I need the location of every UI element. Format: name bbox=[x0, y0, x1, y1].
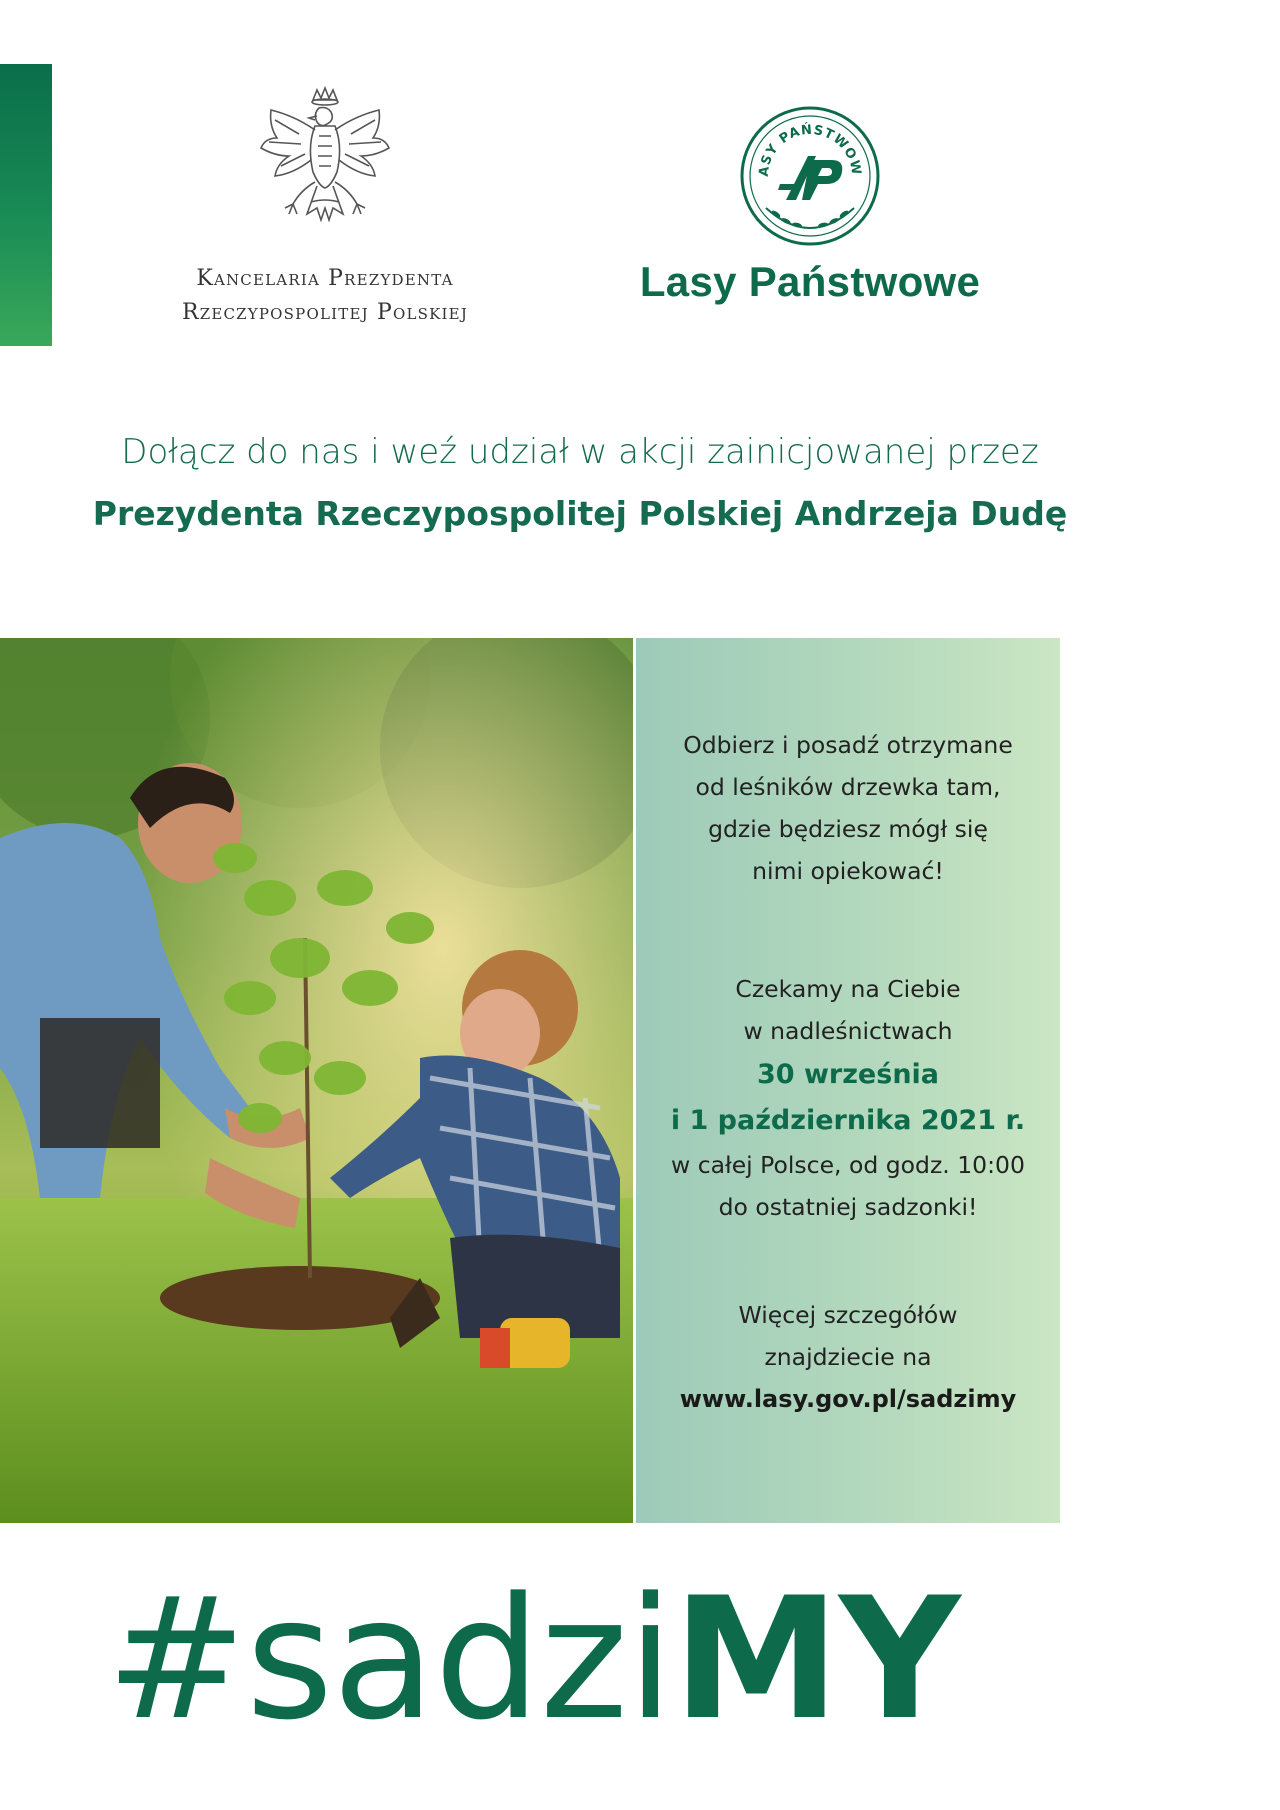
panel-p4-line1: Więcej szczegółów bbox=[738, 1301, 958, 1329]
details-url-link[interactable]: www.lasy.gov.pl/sadzimy bbox=[679, 1385, 1017, 1413]
kpr-name-line1: Kancelaria Prezydenta bbox=[196, 266, 454, 291]
panel-p1-line4: nimi opiekować! bbox=[752, 857, 944, 885]
intro-line-2: Prezydenta Rzeczypospolitej Polskiej Andrzeja Dudę bbox=[92, 494, 1068, 533]
tree-planting-illustration bbox=[0, 638, 633, 1523]
hashtag-suffix: MY bbox=[672, 1561, 960, 1757]
panel-p4-line2: znajdziecie na bbox=[764, 1343, 932, 1371]
green-accent-strip bbox=[0, 64, 52, 346]
tree-planting-photo bbox=[0, 638, 633, 1523]
panel-p1-line1: Odbierz i posadź otrzymane bbox=[683, 731, 1013, 759]
panel-p3-line1: w całej Polsce, od godz. 10:00 bbox=[671, 1151, 1025, 1179]
panel-p1-line3: gdzie będziesz mógł się bbox=[708, 815, 988, 843]
kpr-logo-block bbox=[150, 86, 500, 330]
intro-line-1: Dołącz do nas i weź udział w akcji zainicjowanej przez bbox=[121, 432, 1039, 472]
kpr-name bbox=[150, 262, 500, 330]
panel-p2-line1: Czekamy na Ciebie bbox=[735, 975, 961, 1003]
panel-date-line1: 30 września bbox=[756, 1059, 940, 1090]
hashtag-prefix: #sadzi bbox=[106, 1561, 673, 1757]
polish-eagle-emblem-icon bbox=[255, 86, 395, 236]
panel-date-line2: i 1 października 2021 r. bbox=[670, 1105, 1026, 1136]
svg-text:LASY PAŃSTWOWE bbox=[738, 104, 864, 177]
campaign-hashtag bbox=[106, 1561, 960, 1757]
panel-p2-line2: w nadleśnictwach bbox=[743, 1017, 953, 1045]
lasy-panstwowe-emblem-icon bbox=[738, 104, 882, 248]
info-panel bbox=[636, 638, 1060, 1523]
lasy-panstwowe-logo-block bbox=[610, 104, 1010, 306]
panel-p3-line2: do ostatniej sadzonki! bbox=[718, 1193, 978, 1221]
panel-p1-line2: od leśników drzewka tam, bbox=[695, 773, 1001, 801]
lp-ring-text: ASY PAŃSTWOW bbox=[756, 122, 864, 178]
lp-name: Lasy Państwowe bbox=[639, 258, 981, 305]
kpr-name-line2: Rzeczypospolitej Polskiej bbox=[181, 300, 469, 325]
